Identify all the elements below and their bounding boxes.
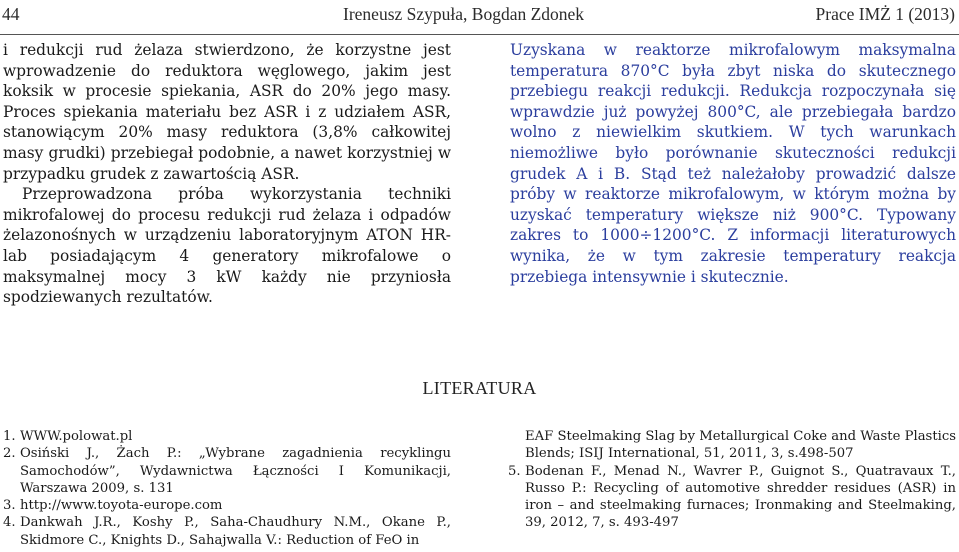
header-rule	[0, 34, 959, 35]
page-header	[0, 0, 959, 34]
reference-text: Osiński J., Żach P.: „Wybrane zagadnienia recyklingu Samochodów”, Wydawnictwa Łączności I Komunikacji, Warszawa 2009, s. 131	[20, 446, 451, 496]
left-paragraph-1: i redukcji rud żelaza stwierdzono, że korzystne jest wprowadzenie do reduktora węglowego, jakim jest koksik w procesie spiekania, ASR do 20% jego masy. Proces spiekania materiału bez ASR i z udziałem ASR, stanowiącym 20% masy reduktora (3,8% całkowitej masy grudki) przebiegał podobnie, a nawet korzystniej w przypadku grudek z zawartością ASR.	[3, 41, 451, 183]
reference-number: 1.	[3, 429, 16, 444]
references-right-column	[508, 428, 956, 532]
reference-text: Dankwah J.R., Koshy P., Saha-Chaudhury N.M., Okane P., Skidmore C., Knights D., Sahajwalla V.: Reduction of FeO in	[20, 515, 451, 548]
literature-heading: LITERATURA	[422, 378, 537, 398]
reference-text: Bodenan F., Menad N., Wavrer P., Guignot S., Quatravaux T., Russo P.: Recycling of automotive shredder residues (ASR) in iron – and steelmaking furnaces; Ironmaking and Steelmaking, 39, 2012, 7, s. 493-497	[525, 463, 956, 531]
running-head-authors: Ireneusz Szypuła, Bogdan Zdonek	[343, 4, 585, 24]
right-text-column	[510, 40, 956, 287]
left-paragraph-2: Przeprowadzona próba wykorzystania techniki mikrofalowej do procesu redukcji rud żelaza i odpadów żelazonośnych w urządzeniu laboratoryjnym ATON HR-lab posiadającym 4 generatory mikrofalowe o maksymalnej mocy 3 kW każdy nie przyniosła spodziewanych rezultatów.	[3, 185, 451, 307]
left-text-column	[3, 40, 451, 308]
reference-item	[3, 445, 451, 497]
reference-item	[3, 428, 451, 445]
reference-text: http://www.toyota-europe.com	[20, 498, 223, 514]
reference-number: 3.	[3, 498, 16, 514]
reference-item	[3, 497, 451, 514]
running-head-journal: Prace IMŻ 1 (2013)	[815, 4, 955, 24]
reference-continuation: EAF Steelmaking Slag by Metallurgical Coke and Waste Plastics Blends; ISIJ International, 51, 2011, 3, s.498-507	[525, 429, 956, 462]
reference-number: 4.	[3, 515, 16, 531]
references-left-column	[3, 428, 451, 549]
right-paragraph-1: Uzyskana w reaktorze mikrofalowym maksymalna temperatura 870°C była zbyt niska do skutecznego przebiegu reakcji redukcji. Redukcja rozpoczynała się wprawdzie już powyżej 800°C, ale przebiegała bardzo wolno z niewielkim skutkiem. W tych warunkach niemożliwe było porównanie skuteczności redukcji grudek A i B. Stąd też należałoby prowadzić dalsze próby w reaktorze mikrofalowym, w którym można by uzyskać temperatury większe niż 900°C. Typowany zakres to 1000÷1200°C. Z informacji literaturowych wynika, że w tym zakresie temperatury reakcja przebiega intensywnie i skutecznie.	[510, 41, 956, 286]
reference-text: WWW.polowat.pl	[20, 429, 133, 444]
reference-item	[3, 514, 451, 549]
page-number: 44	[2, 4, 20, 24]
reference-number: 5.	[508, 463, 521, 479]
reference-number: 2.	[3, 446, 16, 462]
reference-item	[508, 463, 956, 532]
